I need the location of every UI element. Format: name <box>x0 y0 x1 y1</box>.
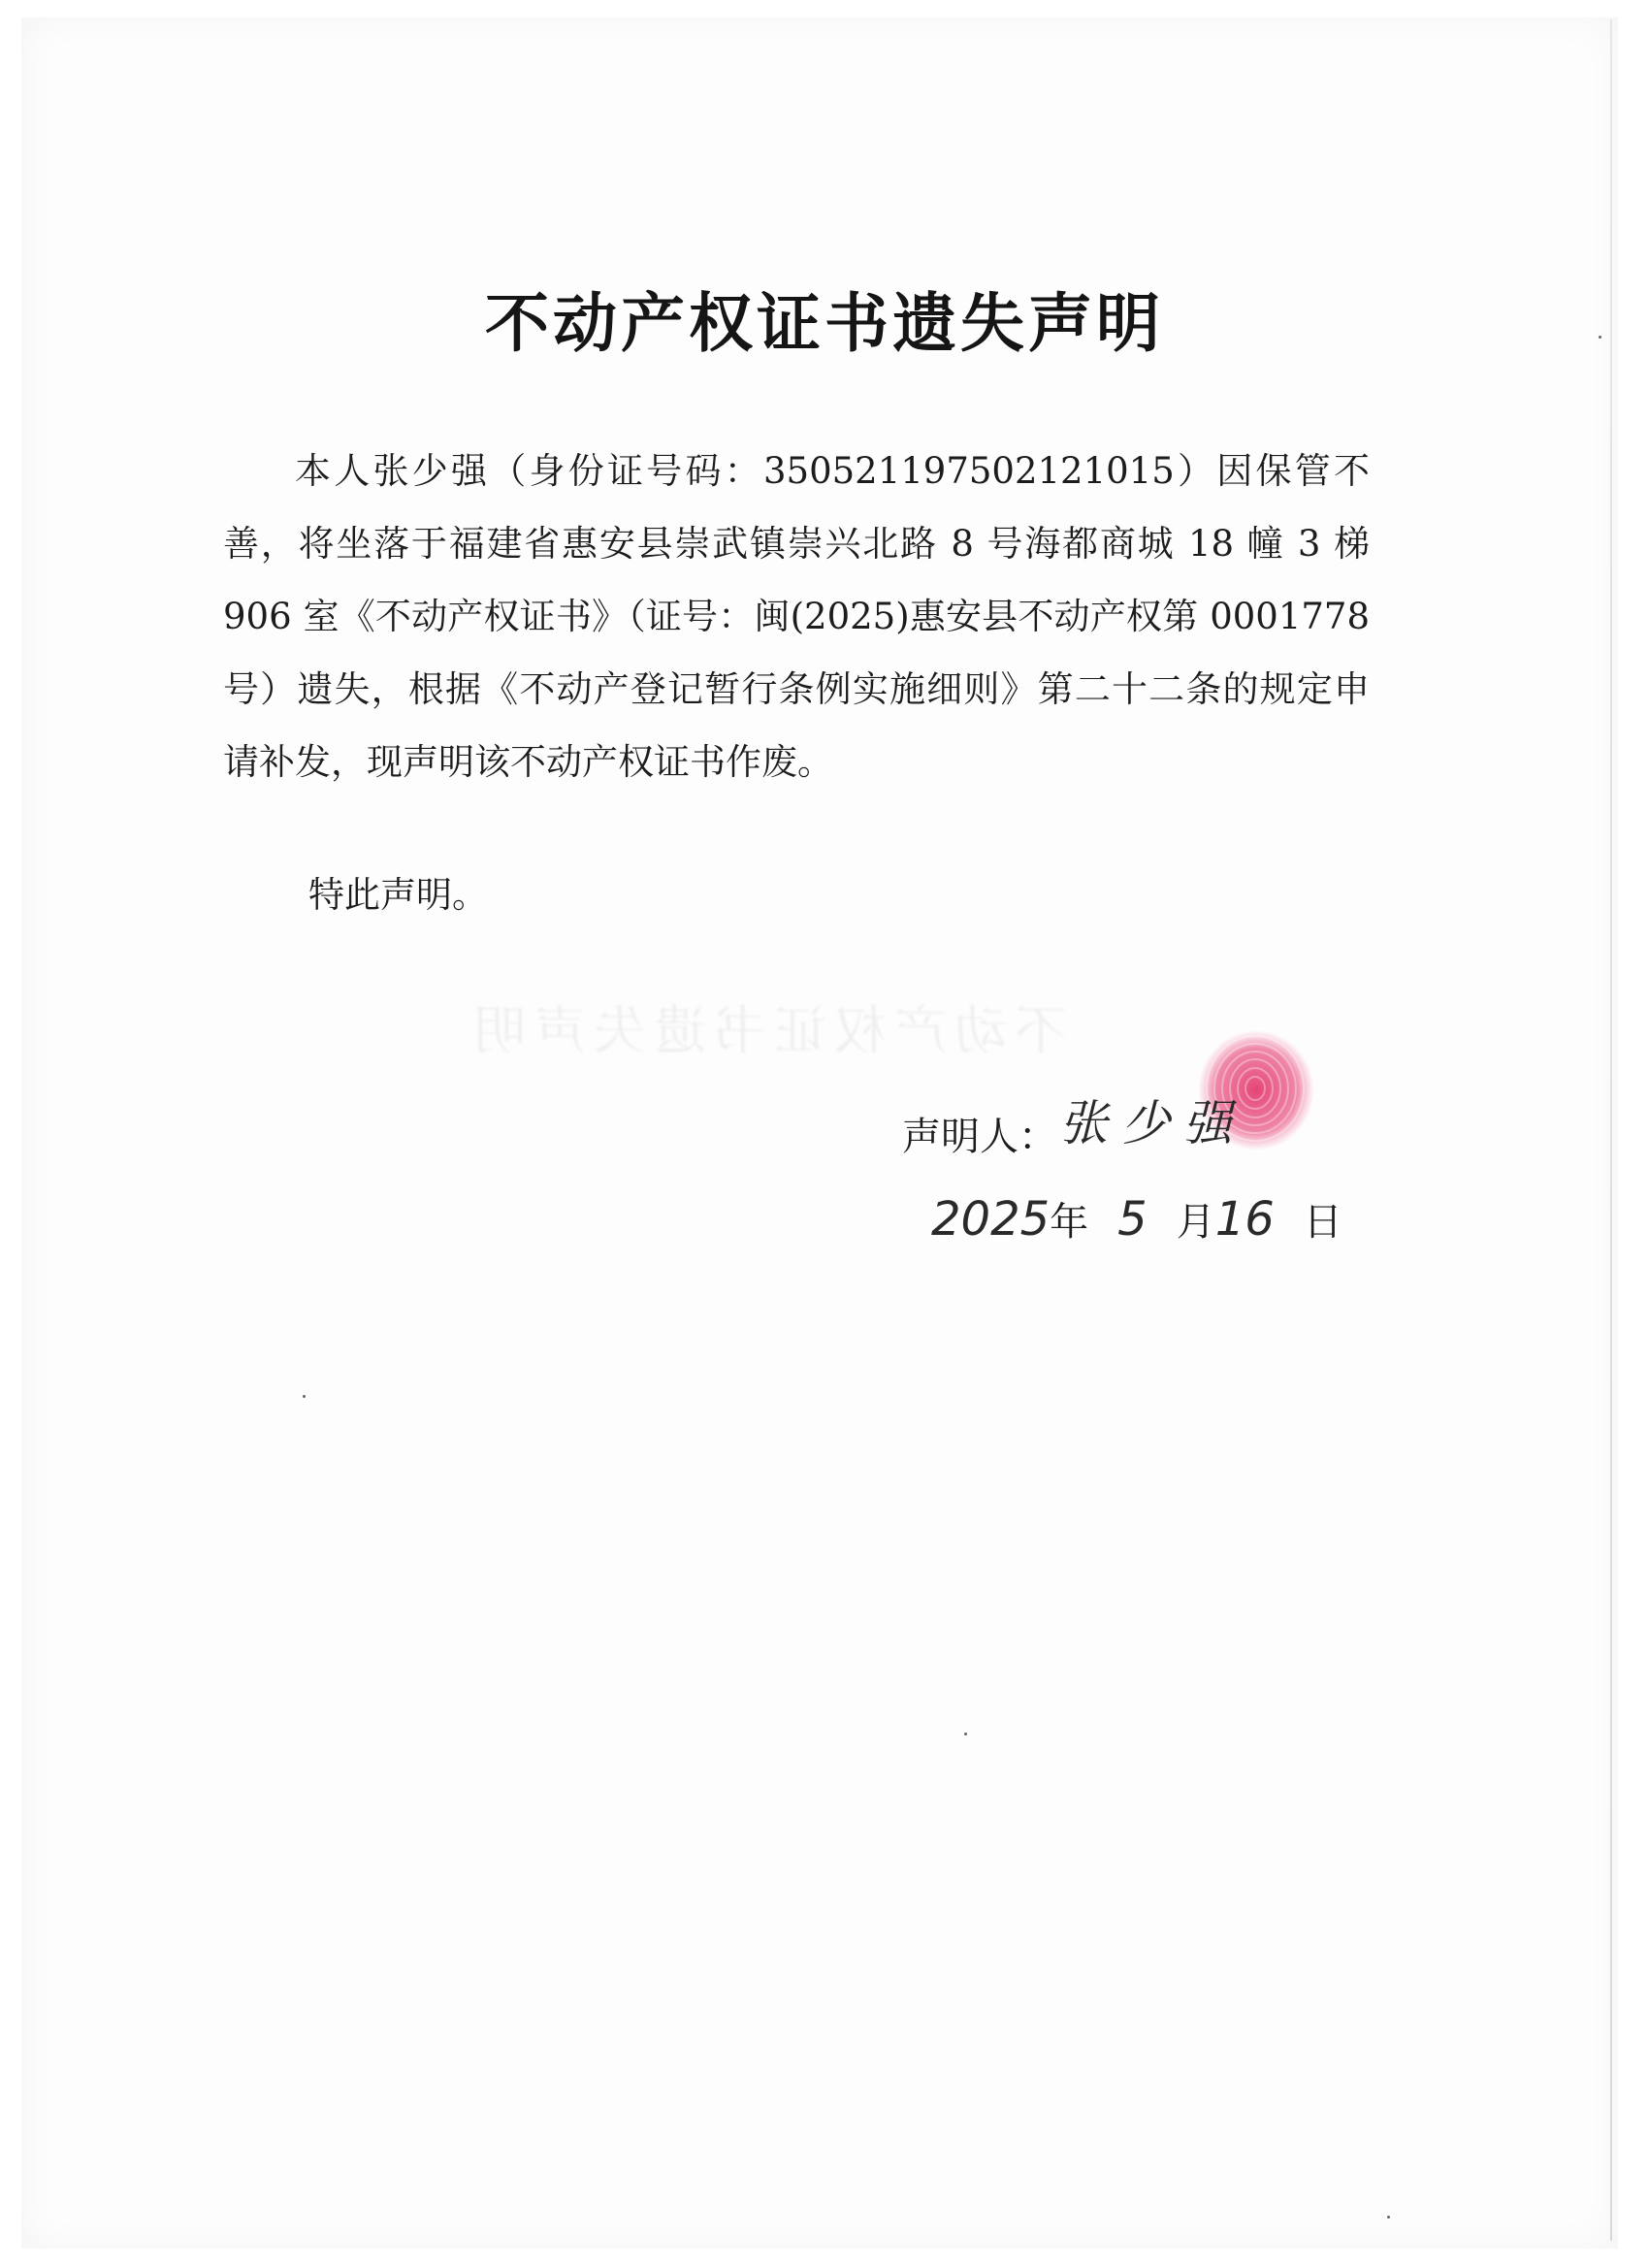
document-title: 不动产权证书遗失声明 <box>485 285 1164 361</box>
date-month-label: 月 <box>1176 1200 1215 1245</box>
scan-speck <box>1387 2216 1390 2219</box>
scan-speck <box>1599 336 1601 339</box>
date-year-handwritten: 2025 <box>931 1192 1051 1247</box>
document-body <box>223 435 1370 798</box>
handwritten-signature: 张少强 <box>1059 1095 1245 1151</box>
scan-speck <box>303 1395 306 1398</box>
scan-speck <box>964 1733 967 1735</box>
date-day-handwritten: 16 <box>1214 1192 1275 1247</box>
date-day-label: 日 <box>1303 1200 1342 1245</box>
show-through-ghost-text: 不动产权证书遗失声明 <box>466 1000 1067 1061</box>
declarant-label: 声明人： <box>902 1115 1057 1159</box>
declaration-date <box>931 1191 1342 1247</box>
date-year-label: 年 <box>1050 1200 1089 1245</box>
date-month-handwritten: 5 <box>1117 1192 1148 1247</box>
statement-paragraph: 本人张少强（身份证号码：350521197502121015）因保管不善，将坐落于福建省惠安县崇武镇崇兴北路 8 号海都商城 18 幢 3 梯 906 室《不动产权证书》（证号：闽(2025)惠安县不动产权第 0001778 号）遗失，根据《不动产登记暂行条例实施细则》第二十二条的规定申请补发，现声明该不动产权证书作废。 <box>223 450 1370 783</box>
closing-remark: 特此声明。 <box>308 874 488 916</box>
